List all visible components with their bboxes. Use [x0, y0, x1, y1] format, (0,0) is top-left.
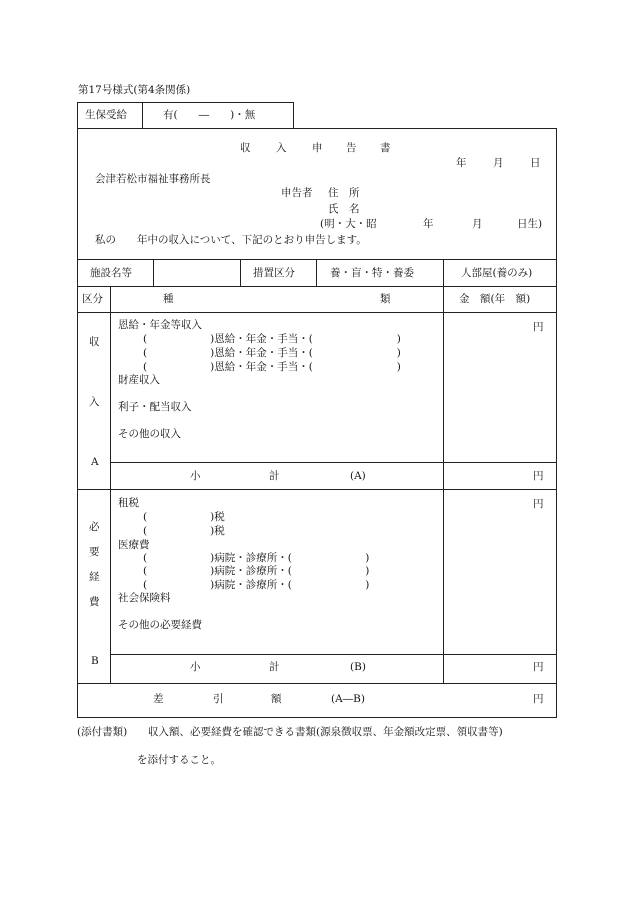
title-char: 申: [312, 142, 323, 154]
income-subtotal-top: [110, 462, 557, 463]
facility-divider: [153, 259, 154, 286]
date-year: 年: [456, 157, 467, 169]
expense-item: 医療費: [118, 539, 150, 551]
expenses-yen: 円: [533, 498, 544, 510]
category-column-line: [110, 286, 111, 683]
welfare-box-left: [77, 102, 78, 128]
expense-item: ( )病院・診療所・( ): [143, 579, 370, 591]
header-amount: 金 額(年 額): [459, 293, 531, 305]
income-item: 利子・配当収入: [118, 401, 192, 413]
expense-item: その他の必要経費: [118, 619, 202, 631]
difference-label: 引: [213, 693, 224, 705]
income-item: ( )恩給・年金・手当・( ): [143, 361, 401, 373]
room-label: 人部屋(養のみ): [461, 267, 533, 279]
difference-formula: (A―B): [331, 693, 365, 705]
addressee: 会津若松市福祉事務所長: [95, 173, 211, 185]
date-day: 日: [530, 157, 541, 169]
title-char: 書: [380, 142, 391, 154]
title-char: 告: [346, 142, 357, 154]
difference-label: 額: [271, 693, 282, 705]
difference-yen: 円: [533, 693, 544, 705]
income-yen: 円: [533, 321, 544, 333]
welfare-label: 生保受給: [85, 109, 127, 121]
expenses-subtotal-label: 小: [190, 661, 201, 673]
expense-item: 租税: [118, 497, 139, 509]
facility-divider: [316, 259, 317, 286]
income-label-char: 収: [89, 336, 100, 348]
expense-item: ( )税: [143, 511, 225, 523]
expenses-subtotal-label: 計: [269, 661, 280, 673]
expenses-label-char: 必: [89, 521, 100, 533]
income-subtotal-label: 計: [269, 470, 280, 482]
form-left-border: [77, 128, 78, 717]
income-item: ( )恩給・年金・手当・( ): [143, 333, 401, 345]
facility-name-label: 施設名等: [90, 267, 132, 279]
attachment-line-1: 収入額、必要経費を確認できる書類(源泉徴収票、年金額改定票、領収書等): [148, 726, 503, 738]
expense-item: ( )病院・診療所・( ): [143, 552, 370, 564]
header-kind-1: 種: [163, 293, 174, 305]
expenses-label-char: B: [91, 655, 99, 667]
attachment-label: (添付書類): [77, 726, 128, 738]
birth-day: 日生): [517, 218, 543, 230]
expense-item: ( )税: [143, 525, 225, 537]
income-subtotal-label: 小: [190, 470, 201, 482]
address-label: 住 所: [328, 187, 360, 199]
expenses-section-top: [77, 489, 557, 490]
income-item: 恩給・年金等収入: [118, 319, 202, 331]
expense-item: ( )病院・診療所・( ): [143, 565, 370, 577]
name-label: 氏 名: [328, 203, 360, 215]
income-label-char: 入: [89, 396, 100, 408]
expenses-subtotal-mark: (B): [350, 661, 366, 673]
expense-item: 社会保険料: [118, 592, 171, 604]
header-row-top: [77, 286, 557, 287]
income-item: ( )恩給・年金・手当・( ): [143, 347, 401, 359]
income-label-char: A: [91, 456, 99, 468]
title-char: 入: [276, 142, 287, 154]
income-subtotal-yen: 円: [533, 470, 544, 482]
form-top-border: [77, 128, 556, 129]
expenses-label-char: 費: [89, 596, 100, 608]
facility-divider: [443, 259, 444, 286]
welfare-box-divider: [142, 102, 143, 128]
birth-month: 月: [472, 218, 483, 230]
form-bottom-border: [77, 717, 557, 718]
income-section-top: [77, 312, 557, 313]
measure-label: 措置区分: [253, 267, 295, 279]
attachment-line-2: を添付すること。: [137, 754, 221, 766]
expenses-subtotal-yen: 円: [533, 661, 544, 673]
header-kind-2: 類: [380, 293, 391, 305]
welfare-box-top: [77, 102, 293, 103]
difference-row-top: [77, 683, 557, 684]
expenses-label-char: 要: [89, 546, 100, 558]
form-right-border: [556, 128, 557, 717]
facility-divider: [240, 259, 241, 286]
facility-row-top: [77, 259, 557, 260]
difference-label: 差: [153, 693, 164, 705]
declaration-statement: 私の 年中の収入について、下記のとおり申告します。: [95, 234, 367, 246]
declarant-label: 申告者: [281, 187, 313, 199]
expenses-subtotal-top: [110, 654, 557, 655]
income-subtotal-mark: (A): [350, 470, 366, 482]
amount-column-line: [443, 286, 444, 683]
title-char: 収: [240, 142, 251, 154]
measure-options: 養・盲・特・養委: [330, 267, 414, 279]
income-item: その他の収入: [118, 428, 181, 440]
header-category: 区分: [82, 293, 103, 305]
welfare-box-right: [293, 102, 294, 128]
expenses-label-char: 経: [89, 571, 100, 583]
welfare-value: 有( ― )・無: [163, 109, 256, 121]
form-number-label: 第17号様式(第4条関係): [78, 84, 191, 96]
income-item: 財産収入: [118, 374, 160, 386]
date-month: 月: [493, 157, 504, 169]
birth-era: (明・大・昭: [320, 218, 377, 230]
birth-year: 年: [423, 218, 434, 230]
